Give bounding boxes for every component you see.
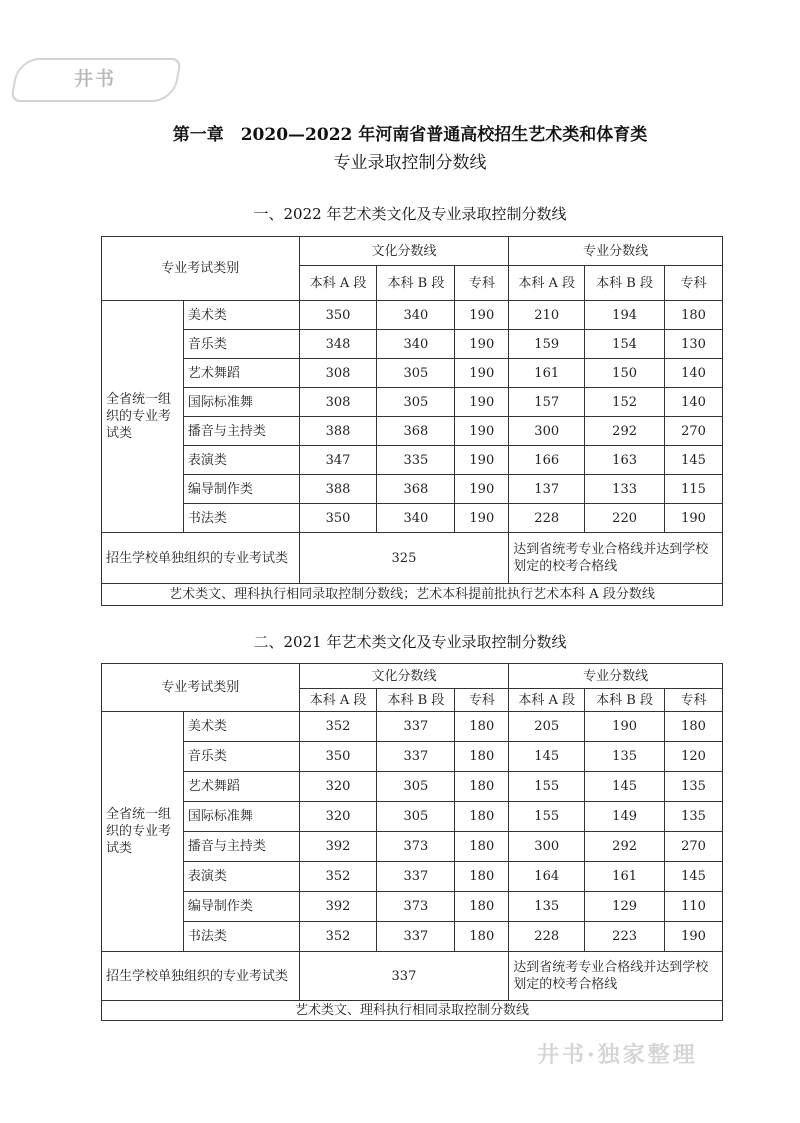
culture-score-header: 文化分数线 <box>299 237 509 266</box>
table-cell: 388 <box>299 475 377 504</box>
table-cell: 347 <box>299 446 377 475</box>
table-cell: 223 <box>585 922 665 952</box>
sub-header: 专科 <box>455 266 509 301</box>
table-cell: 352 <box>299 712 377 742</box>
table-cell: 190 <box>455 417 509 446</box>
table-cell: 161 <box>509 359 585 388</box>
row-category: 播音与主持类 <box>183 417 299 446</box>
table-cell: 210 <box>509 301 585 330</box>
table-cell: 135 <box>509 892 585 922</box>
table-cell: 180 <box>455 802 509 832</box>
row-category: 美术类 <box>183 712 299 742</box>
table-cell: 292 <box>585 832 665 862</box>
table-cell: 190 <box>455 475 509 504</box>
culture-score-header: 文化分数线 <box>299 664 509 689</box>
table-cell: 305 <box>377 802 455 832</box>
brand-badge: 井书 <box>74 68 117 90</box>
table-cell: 190 <box>455 359 509 388</box>
table-cell: 305 <box>377 772 455 802</box>
table-cell: 180 <box>455 922 509 952</box>
chapter-title: 第一章 2020—2022 年河南省普通高校招生艺术类和体育类 <box>172 125 648 145</box>
table-cell: 140 <box>665 388 723 417</box>
table-cell: 368 <box>377 475 455 504</box>
row-category: 音乐类 <box>183 330 299 359</box>
table-cell: 340 <box>377 504 455 533</box>
row-category: 美术类 <box>183 301 299 330</box>
school-exam-label: 招生学校单独组织的专业考试类 <box>102 533 300 584</box>
table-cell: 373 <box>377 892 455 922</box>
sub-header: 本科 B 段 <box>585 266 665 301</box>
table-cell: 164 <box>509 862 585 892</box>
table-cell: 180 <box>665 301 723 330</box>
table-cell: 292 <box>585 417 665 446</box>
table-cell: 205 <box>509 712 585 742</box>
table-cell: 180 <box>455 772 509 802</box>
table-cell: 190 <box>455 301 509 330</box>
table-footnote: 艺术类文、理科执行相同录取控制分数线 <box>102 1001 723 1021</box>
school-exam-label: 招生学校单独组织的专业考试类 <box>102 952 300 1001</box>
table-cell: 350 <box>299 301 377 330</box>
table-cell: 228 <box>509 504 585 533</box>
school-exam-note: 达到省统考专业合格线并达到学校划定的校考合格线 <box>509 952 723 1001</box>
group-label: 全省统一组织的专业考试类 <box>102 301 184 533</box>
table-cell: 115 <box>665 475 723 504</box>
table-cell: 228 <box>509 922 585 952</box>
table-cell: 152 <box>585 388 665 417</box>
group-label: 全省统一组织的专业考试类 <box>102 712 184 952</box>
sub-header: 专科 <box>455 689 509 712</box>
table-cell: 159 <box>509 330 585 359</box>
table-cell: 180 <box>665 712 723 742</box>
table-cell: 145 <box>665 862 723 892</box>
major-score-header: 专业分数线 <box>509 664 723 689</box>
major-score-header: 专业分数线 <box>509 237 723 266</box>
score-table-2021 <box>101 663 723 1021</box>
table-cell: 180 <box>455 892 509 922</box>
table-cell: 161 <box>585 862 665 892</box>
table-cell: 300 <box>509 417 585 446</box>
table-cell: 340 <box>377 301 455 330</box>
table-cell: 155 <box>509 772 585 802</box>
sub-header: 本科 A 段 <box>509 266 585 301</box>
table-cell: 154 <box>585 330 665 359</box>
table-cell: 180 <box>455 862 509 892</box>
table-cell: 392 <box>299 892 377 922</box>
table-cell: 190 <box>455 330 509 359</box>
table-cell: 220 <box>585 504 665 533</box>
table-cell: 135 <box>665 772 723 802</box>
sub-header: 本科 B 段 <box>377 689 455 712</box>
category-header: 专业考试类别 <box>102 664 300 712</box>
table-cell: 337 <box>377 712 455 742</box>
table-cell: 155 <box>509 802 585 832</box>
section-title-2021: 二、2021 年艺术类文化及专业录取控制分数线 <box>253 633 567 651</box>
chapter-subtitle: 专业录取控制分数线 <box>333 153 487 173</box>
table-cell: 135 <box>665 802 723 832</box>
table-cell: 320 <box>299 802 377 832</box>
table-cell: 120 <box>665 742 723 772</box>
table-cell: 157 <box>509 388 585 417</box>
table-cell: 348 <box>299 330 377 359</box>
table-cell: 352 <box>299 922 377 952</box>
table-cell: 129 <box>585 892 665 922</box>
row-category: 书法类 <box>183 504 299 533</box>
table-footnote: 艺术类文、理科执行相同录取控制分数线；艺术本科提前批执行艺术本科 A 段分数线 <box>102 584 723 606</box>
table-cell: 368 <box>377 417 455 446</box>
category-header: 专业考试类别 <box>102 237 300 301</box>
row-category: 编导制作类 <box>183 475 299 504</box>
table-cell: 335 <box>377 446 455 475</box>
row-category: 音乐类 <box>183 742 299 772</box>
table-cell: 110 <box>665 892 723 922</box>
table-cell: 166 <box>509 446 585 475</box>
table-cell: 163 <box>585 446 665 475</box>
table-cell: 140 <box>665 359 723 388</box>
row-category: 书法类 <box>183 922 299 952</box>
table-cell: 308 <box>299 388 377 417</box>
row-category: 编导制作类 <box>183 892 299 922</box>
table-cell: 270 <box>665 832 723 862</box>
school-exam-score: 337 <box>299 952 509 1001</box>
table-cell: 350 <box>299 504 377 533</box>
row-category: 国际标准舞 <box>183 388 299 417</box>
sub-header: 本科 A 段 <box>509 689 585 712</box>
row-category: 表演类 <box>183 862 299 892</box>
table-cell: 337 <box>377 922 455 952</box>
table-cell: 133 <box>585 475 665 504</box>
sub-header: 本科 B 段 <box>377 266 455 301</box>
table-cell: 190 <box>585 712 665 742</box>
sub-header: 本科 B 段 <box>585 689 665 712</box>
table-cell: 190 <box>455 446 509 475</box>
table-cell: 180 <box>455 832 509 862</box>
table-cell: 145 <box>509 742 585 772</box>
row-category: 艺术舞蹈 <box>183 359 299 388</box>
table-cell: 350 <box>299 742 377 772</box>
table-cell: 137 <box>509 475 585 504</box>
row-category: 国际标准舞 <box>183 802 299 832</box>
sub-header: 专科 <box>665 689 723 712</box>
row-category: 表演类 <box>183 446 299 475</box>
row-category: 播音与主持类 <box>183 832 299 862</box>
table-cell: 190 <box>455 388 509 417</box>
school-exam-note: 达到省统考专业合格线并达到学校划定的校考合格线 <box>509 533 723 584</box>
table-cell: 392 <box>299 832 377 862</box>
table-cell: 308 <box>299 359 377 388</box>
table-cell: 135 <box>585 742 665 772</box>
table-cell: 337 <box>377 742 455 772</box>
footer-watermark: 井书·独家整理 <box>537 1042 698 1068</box>
table-cell: 300 <box>509 832 585 862</box>
table-cell: 180 <box>455 712 509 742</box>
table-cell: 149 <box>585 802 665 832</box>
table-cell: 305 <box>377 388 455 417</box>
row-category: 艺术舞蹈 <box>183 772 299 802</box>
school-exam-score: 325 <box>299 533 509 584</box>
table-cell: 305 <box>377 359 455 388</box>
table-cell: 270 <box>665 417 723 446</box>
table-cell: 340 <box>377 330 455 359</box>
table-cell: 145 <box>585 772 665 802</box>
table-cell: 150 <box>585 359 665 388</box>
section-title-2022: 一、2022 年艺术类文化及专业录取控制分数线 <box>253 205 567 223</box>
table-cell: 352 <box>299 862 377 892</box>
table-cell: 190 <box>665 504 723 533</box>
table-cell: 190 <box>455 504 509 533</box>
sub-header: 本科 A 段 <box>299 689 377 712</box>
table-cell: 190 <box>665 922 723 952</box>
sub-header: 专科 <box>665 266 723 301</box>
table-cell: 373 <box>377 832 455 862</box>
table-cell: 145 <box>665 446 723 475</box>
table-cell: 337 <box>377 862 455 892</box>
table-cell: 320 <box>299 772 377 802</box>
table-cell: 388 <box>299 417 377 446</box>
table-cell: 194 <box>585 301 665 330</box>
sub-header: 本科 A 段 <box>299 266 377 301</box>
table-cell: 130 <box>665 330 723 359</box>
score-table-2022 <box>101 236 723 606</box>
table-cell: 180 <box>455 742 509 772</box>
